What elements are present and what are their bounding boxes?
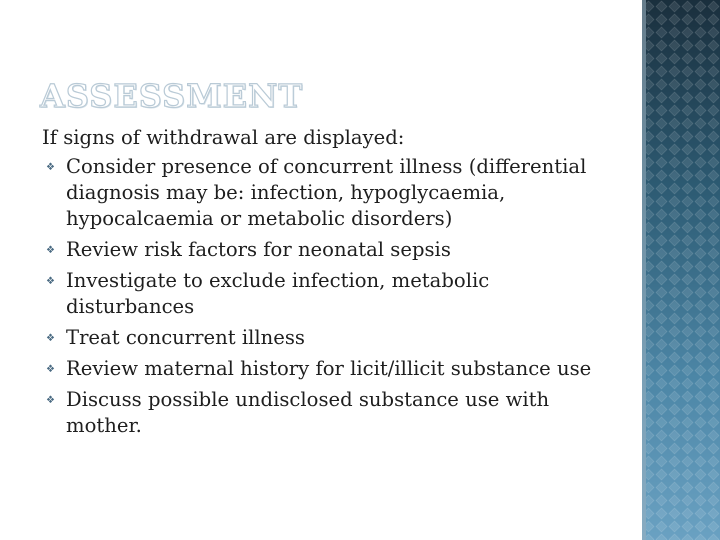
bullet-text: Review maternal history for licit/illicit substance use [66,357,592,380]
bullet-item [42,154,617,232]
bullet-text: Discuss possible undisclosed substance use with mother. [66,388,550,437]
bullet-item [42,356,617,382]
bullet-text: Review risk factors for neonatal sepsis [66,238,451,261]
bullet-icon: ❖ [46,276,55,287]
bullet-item [42,387,617,439]
bullet-icon: ❖ [46,395,55,406]
bullet-item [42,237,617,263]
bullet-text: Investigate to exclude infection, metabolic disturbances [66,269,490,318]
bullet-text: Treat concurrent illness [66,326,305,349]
bullet-item [42,268,617,320]
bullet-item [42,325,617,351]
slide-title: ASSESSMENT [40,77,304,115]
decorative-side-panel [642,0,720,540]
bullet-icon: ❖ [46,245,55,256]
bullet-list [42,154,617,439]
bullet-icon: ❖ [46,333,55,344]
bullet-icon: ❖ [46,162,55,173]
diamond-pattern [642,0,720,540]
slide-body [42,125,617,444]
bullet-text: Consider presence of concurrent illness (differential diagnosis may be: infection, hypoglycaemia, hypocalcaemia or metabolic disorders) [66,155,587,230]
lead-text: If signs of withdrawal are displayed: [42,126,405,149]
bullet-icon: ❖ [46,364,55,375]
